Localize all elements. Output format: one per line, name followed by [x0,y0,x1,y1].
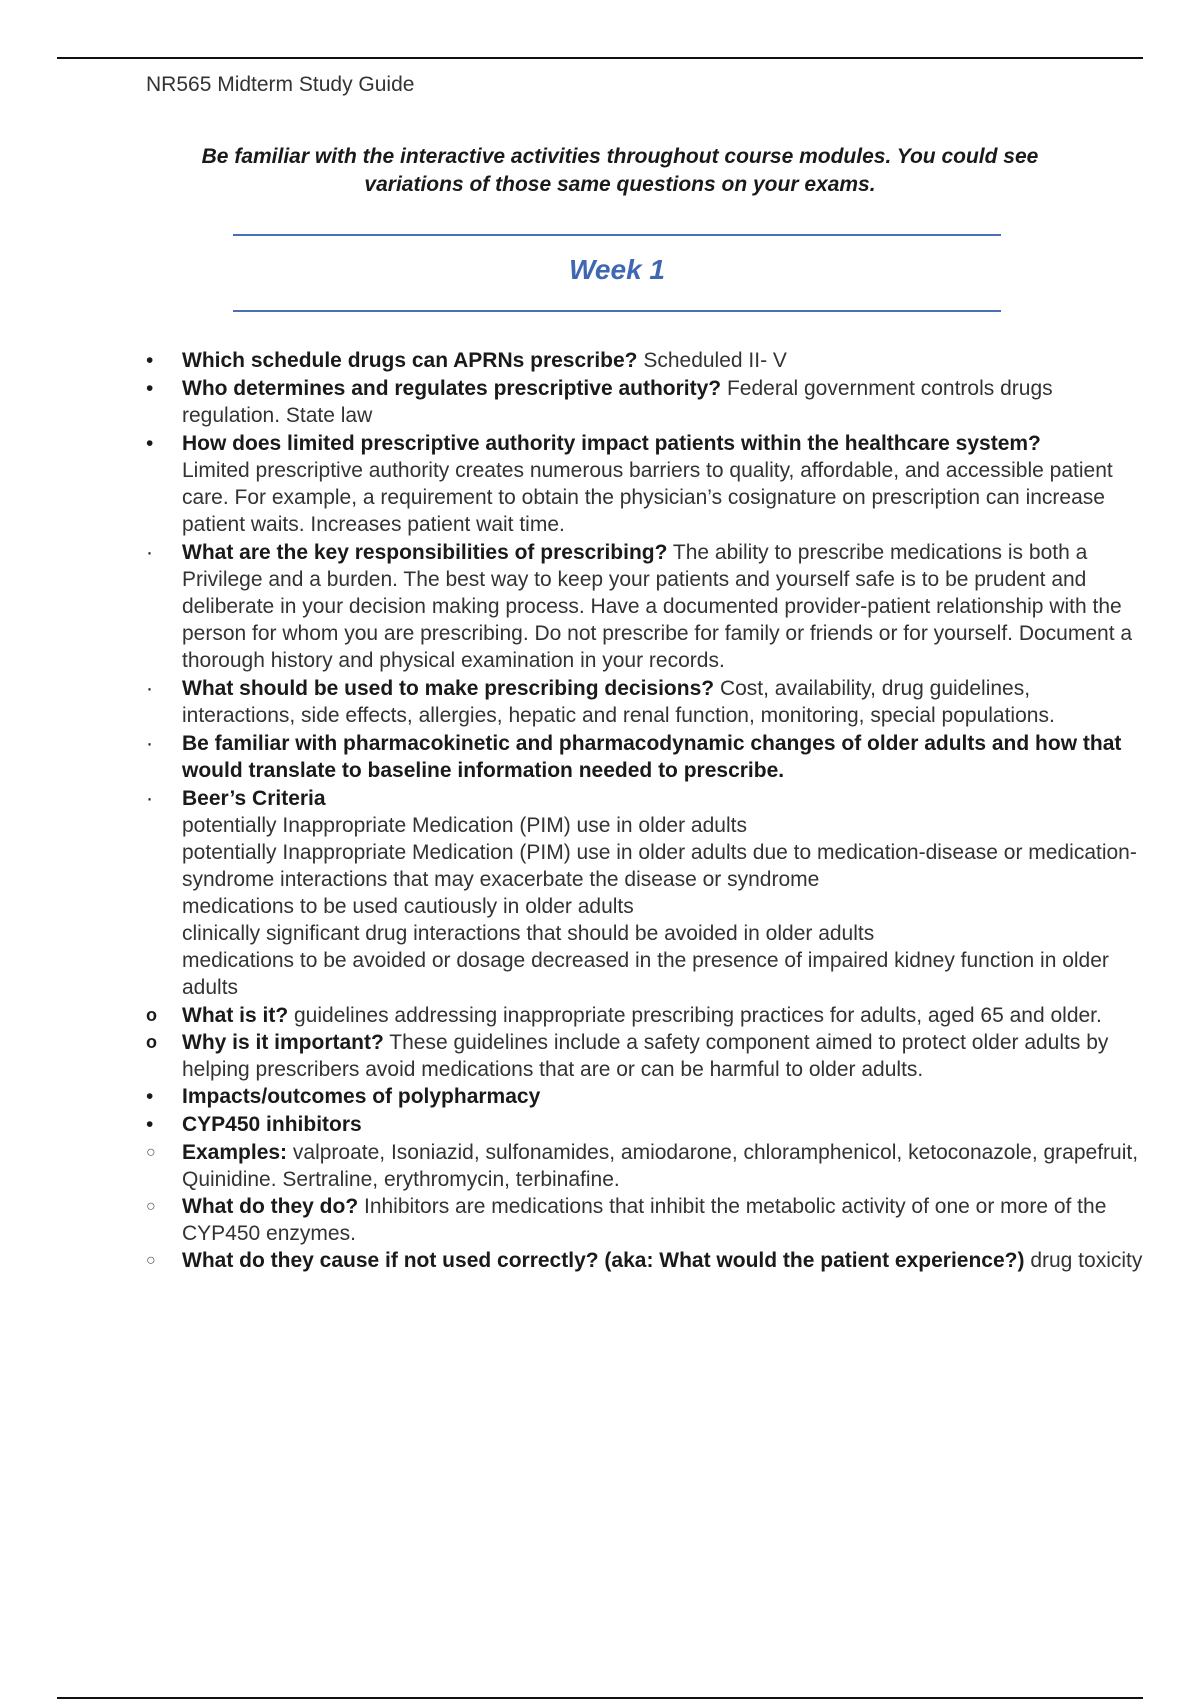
question: Be familiar with pharmacokinetic and pharmacodynamic changes of older adults and how that would translate to baseline information needed to prescribe. [182,732,1122,782]
sub-answer: guidelines addressing inappropriate prescribing practices for adults, aged 65 and older. [288,1004,1102,1027]
beers-line: potentially Inappropriate Medication (PIM) use in older adults due to medication-disease or medication-syndrome interactions that may exacerbate the disease or syndrome [182,841,1137,891]
list-item [146,1083,1146,1110]
bullet-icon: · [146,541,153,564]
filled-circle-icon: o [146,1005,157,1025]
question: How does limited prescriptive authority impact patients within the healthcare system? [182,432,1041,455]
sub-answer: drug toxicity [1024,1249,1143,1272]
sub-question: What is it? [182,1004,289,1027]
sub-item [146,1193,1146,1247]
sub-question: Examples: [182,1141,288,1164]
bullet-icon: • [146,1085,154,1108]
question: Impacts/outcomes of polypharmacy [182,1085,541,1108]
bullet-icon: • [146,432,154,455]
filled-circle-icon: o [146,1032,157,1052]
bottom-rule [57,1697,1143,1699]
sub-question: What do they cause if not used correctly? (aka: What would the patient experience?) [182,1249,1025,1272]
sub-question: What do they do? [182,1195,359,1218]
list-item [146,1111,1146,1138]
sub-question: Why is it important? [182,1031,384,1054]
answer: The ability to prescribe medications is both a Privilege and a burden. The best way to keep your patients and yourself safe is to be prudent and deliberate in your decision making process. Have a documented provider-patient relationship with the person for whom you are prescribing. Do not prescribe for family or friends or for yourself. Document a thorough history and physical examination in your records. [182,541,1133,672]
answer: Scheduled II- V [637,349,787,372]
cyp450-sub-list [146,1139,1146,1274]
bullet-icon: • [146,377,154,400]
intro-note: Be familiar with the interactive activities throughout course modules. You could see variations of those same questions on your exams. [201,145,1039,196]
list-item [146,430,1146,538]
answer: Federal government controls drugs regulation. State law [182,377,1053,427]
list-item [146,730,1146,784]
sub-item [146,1029,1146,1083]
list-item [146,375,1146,429]
beers-line: clinically significant drug interactions that should be avoided in older adults [182,922,875,945]
week-heading: Week 1 [569,254,665,285]
question: What are the key responsibilities of prescribing? [182,541,668,564]
bullet-icon: • [146,1113,154,1136]
list-item [146,539,1146,674]
hollow-circle-icon: ○ [146,1144,156,1161]
list-item [146,785,1146,1001]
list-item [146,675,1146,729]
question-list-continued [146,1083,1146,1138]
question-list [146,347,1146,1001]
answer: Limited prescriptive authority creates numerous barriers to quality, affordable, and accessible patient care. For example, a requirement to obtain the physician’s cosignature on prescription can increase patient waits. Increases patient wait time. [182,459,1113,536]
bullet-icon: · [146,787,153,810]
question: Who determines and regulates prescriptive authority? [182,377,722,400]
bullet-icon: · [146,677,153,700]
sub-item [146,1247,1146,1274]
page-header: NR565 Midterm Study Guide [146,73,415,96]
sub-item [146,1139,1146,1193]
question: Which schedule drugs can APRNs prescribe? [182,349,638,372]
sub-answer: valproate, Isoniazid, sulfonamides, amiodarone, chloramphenicol, ketoconazole, grapefruit, Quinidine. Sertraline, erythromycin, terbinafine. [182,1141,1139,1191]
question: What should be used to make prescribing decisions? [182,677,715,700]
list-item [146,347,1146,374]
beers-line: medications to be used cautiously in older adults [182,895,634,918]
hollow-circle-icon: ○ [146,1252,156,1269]
bullet-icon: · [146,732,153,755]
top-rule [57,57,1143,59]
sub-item [146,1002,1146,1029]
beers-line: medications to be avoided or dosage decreased in the presence of impaired kidney function in older adults [182,949,1109,999]
bullet-icon: • [146,349,154,372]
sub-answer: These guidelines include a safety component aimed to protect older adults by helping prescribers avoid medications that are or can be harmful to older adults. [182,1031,1109,1081]
question: CYP450 inhibitors [182,1113,362,1136]
question: Beer’s Criteria [182,787,326,810]
week-rule-top [233,234,1001,236]
week-rule-bottom [233,310,1001,312]
beers-line: potentially Inappropriate Medication (PIM) use in older adults [182,814,747,837]
answer: Cost, availability, drug guidelines, interactions, side effects, allergies, hepatic and renal function, monitoring, special populations. [182,677,1055,727]
study-guide-content [146,347,1146,1274]
beers-sub-list [146,1002,1146,1083]
sub-answer: Inhibitors are medications that inhibit the metabolic activity of one or more of the CYP450 enzymes. [182,1195,1107,1245]
hollow-circle-icon: ○ [146,1198,156,1215]
